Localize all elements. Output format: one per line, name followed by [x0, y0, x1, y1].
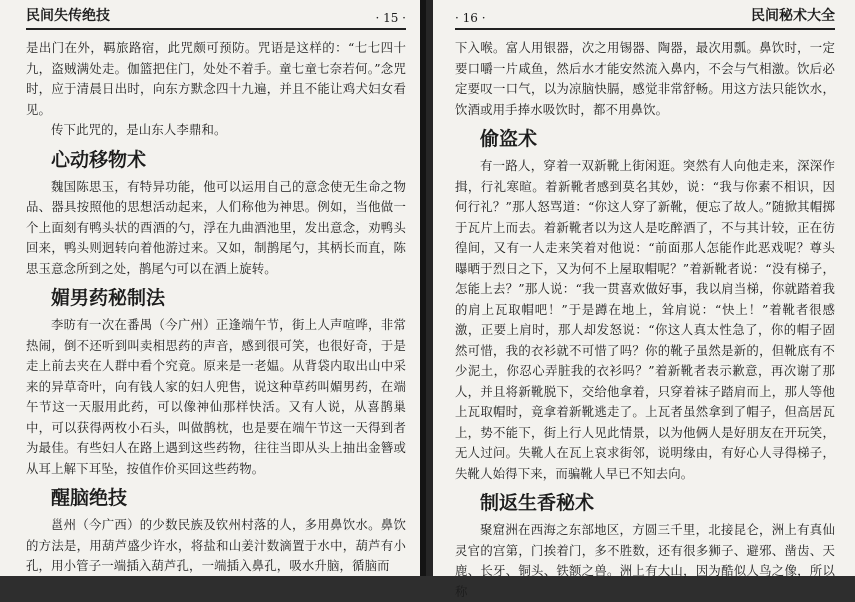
book-title: 民间秘术大全	[751, 8, 835, 24]
right-page	[433, 0, 855, 599]
left-page	[0, 0, 420, 576]
page-header	[455, 0, 835, 30]
section-heading: 心动移物术	[51, 148, 147, 171]
body-paragraph: 聚窟洲在西海之东部地区，方圆三千里，北接昆仑，洲上有真仙灵官的宫第，门挨着门，多不胜数，还有很多狮子、避邪、凿齿、天鹿、长牙、铜头、铁额之兽。洲上有大山，因为酷似人鸟之像，所以称	[455, 522, 835, 599]
page-body	[26, 38, 406, 577]
page-body	[455, 38, 835, 602]
book-gutter-shadow	[426, 0, 433, 576]
page-number: · 15 ·	[375, 11, 406, 25]
section-heading: 媚男药秘制法	[51, 287, 166, 309]
page-number: · 16 ·	[455, 11, 486, 25]
body-paragraph: 李昉有一次在番禺（今广州）正逢端午节，街上人声喧哗，非常热闹，倒不还听到叫卖相思药的声音，感到很可笑，也很好奇，于是走上前去夹在人群中看个究竟。原来是一老媪。从背袋内取出山中采来的异草奇叶，向有钱人家的妇人兜售，说这种草药叫媚男药，在端午节这一天服用此药，可以像神仙那样快活。又有人说，从喜鹊巢中，可以获得两枚小石头，叫做鹊枕，也是要在端午节这一天得到者为最佳。有些妇人在路上遇到这些药物，往往当即从头上抽出金簪或从耳上解下耳坠，按值作价买回这些药物。	[26, 317, 406, 476]
body-paragraph: 魏国陈思玉，有特异功能，他可以运用自己的意念使无生命之物品、器具按照他的思想活动起来，人们称他为神思。例如，当他做一个上面刻有鸭头状的酉酒的勺，浮在九曲酒池里，发出意念，劝鸭头回来，鸭头则迥转向着他游过来。又如，制鹊尾勺，其柄长而直，陈思玉意念所到之处，鹊尾勺可以在酒上旋转。	[26, 178, 406, 276]
section-heading: 制返生香秘术	[480, 492, 595, 514]
section-heading: 醒脑绝技	[51, 487, 128, 509]
body-paragraph: 是出门在外，羁旅路宿，此咒颇可预防。咒语是这样的：“七七四十九，盗贼满处走。伽篮把住门，处处不着手。童七童七奈若何。”念咒时，应于清晨日出时，向东方默念四十九遍，并且不能让鸡犬妇女看见。	[26, 40, 406, 117]
page-header	[26, 0, 406, 30]
section-heading: 偷盗术	[480, 128, 538, 150]
body-paragraph: 有一路人，穿着一双新靴上街闲逛。突然有人向他走来，深深作揖，行礼寒暄。着新靴者感到莫名其妙，说：“我与你素不相识，因何行礼？”那人怒骂道：“你这人穿了新靴，便忘了故人。”随掀其帽掷于瓦片上而去。着新靴者以为这人是吃醉酒了，不与其计较，正在彷徨间，又有一人走来笑着对他说：“前面那人怎能作此恶戏呢？尊头曝晒于烈日之下，又为何不上屋取帽呢？”着新靴者说：“没有梯子，怎能上去？”那人说：“我一贯喜欢做好事，我以肩当梯，你就踏着我的肩上瓦取帽吧！”于是蹲在地上，耸肩说：“快上！”着靴者很感激，正要上肩时，那人却发怒说：“你这人真太性急了，你的帽子固然可惜，我的衣衫就不可惜了吗？你的靴子虽然是新的，但靴底有不少泥土，你忍心弄脏我的衣衫吗？”着新靴者表示歉意，再次谢了那人，并且将新靴脱下，交给他拿着，只穿着袜子踏肩而上，那人等他上瓦取帽时，竟拿着新靴逃走了。上瓦者虽然拿到了帽子，但高居瓦上，势不能下，街上行人见此情景，以为他俩人是好朋友在开玩笑，无人过问。失靴人在瓦上哀求街邻，说明缘由，有好心人寻得梯子，失靴人始得下来，而骗靴人早已不知去向。	[455, 158, 835, 481]
body-paragraph: 邕州（今广西）的少数民族及钦州村落的人，多用鼻饮水。鼻饮的方法是，用葫芦盛少许水，将盐和山姜汁数滴置于水中，葫芦有小孔，用小管子一端插入葫芦孔，一端插入鼻孔，吸水升脑，循脑而	[26, 517, 406, 573]
book-title: 民间失传绝技	[26, 8, 110, 24]
body-paragraph: 下入喉。富人用银器，次之用锡器、陶器，最次用瓢。鼻饮时，一定要口嚼一片咸鱼，然后水才能安然流入鼻内，不会与气相激。饮后必定要叹一口气，以为凉脑快膈，感觉非常舒畅。用这方法只能饮水，饮酒或用手捧水吸饮时，都不用鼻饮。	[455, 40, 835, 117]
body-paragraph: 传下此咒的，是山东人李鼎和。	[51, 122, 227, 137]
